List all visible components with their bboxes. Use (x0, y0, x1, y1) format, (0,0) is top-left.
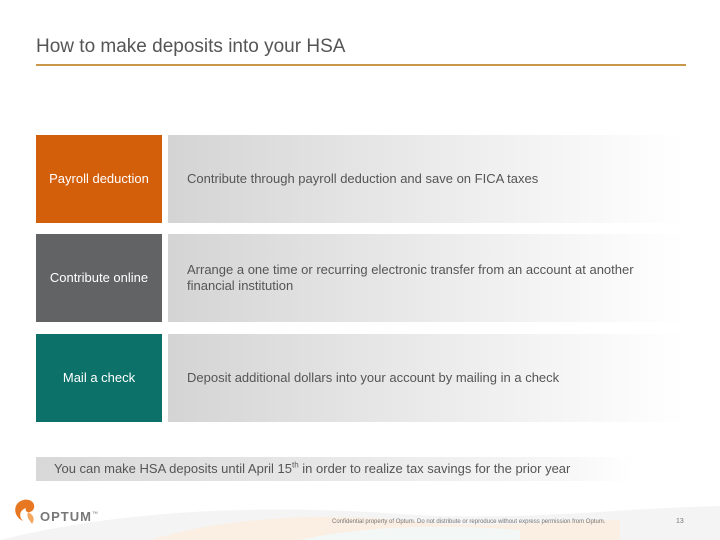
note-text-start: You can make HSA deposits until April 15 (54, 461, 292, 476)
row-contribute-online (36, 234, 686, 322)
contribute-online-tile (36, 234, 162, 322)
payroll-deduction-description: Contribute through payroll deduction and save on FICA taxes (168, 135, 686, 223)
optum-wordmark-text: OPTUM (40, 509, 92, 524)
payroll-deduction-tile (36, 135, 162, 223)
row-payroll-deduction (36, 135, 686, 223)
contribute-online-description: Arrange a one time or recurring electronic transfer from an account at another financial institution (168, 234, 686, 322)
row-mail-a-check (36, 334, 686, 422)
confidential-notice: Confidential property of Optum. Do not distribute or reproduce without express permission from Optum. (332, 519, 606, 525)
mail-a-check-description: Deposit additional dollars into your account by mailing in a check (168, 334, 686, 422)
optum-trademark: ™ (91, 511, 99, 518)
note-superscript: th (292, 460, 299, 470)
mail-a-check-tile (36, 334, 162, 422)
payroll-deduction-label: Payroll deduction (49, 171, 149, 186)
contribute-online-label: Contribute online (49, 270, 149, 285)
title-rule (36, 64, 686, 66)
note-text-end: in order to realize tax savings for the prior year (298, 461, 571, 476)
mail-a-check-label: Mail a check (62, 370, 136, 385)
optum-wordmark (40, 509, 99, 524)
deadline-note (36, 457, 634, 481)
slide-title: How to make deposits into your HSA (36, 36, 346, 57)
page-number: 13 (676, 518, 684, 525)
